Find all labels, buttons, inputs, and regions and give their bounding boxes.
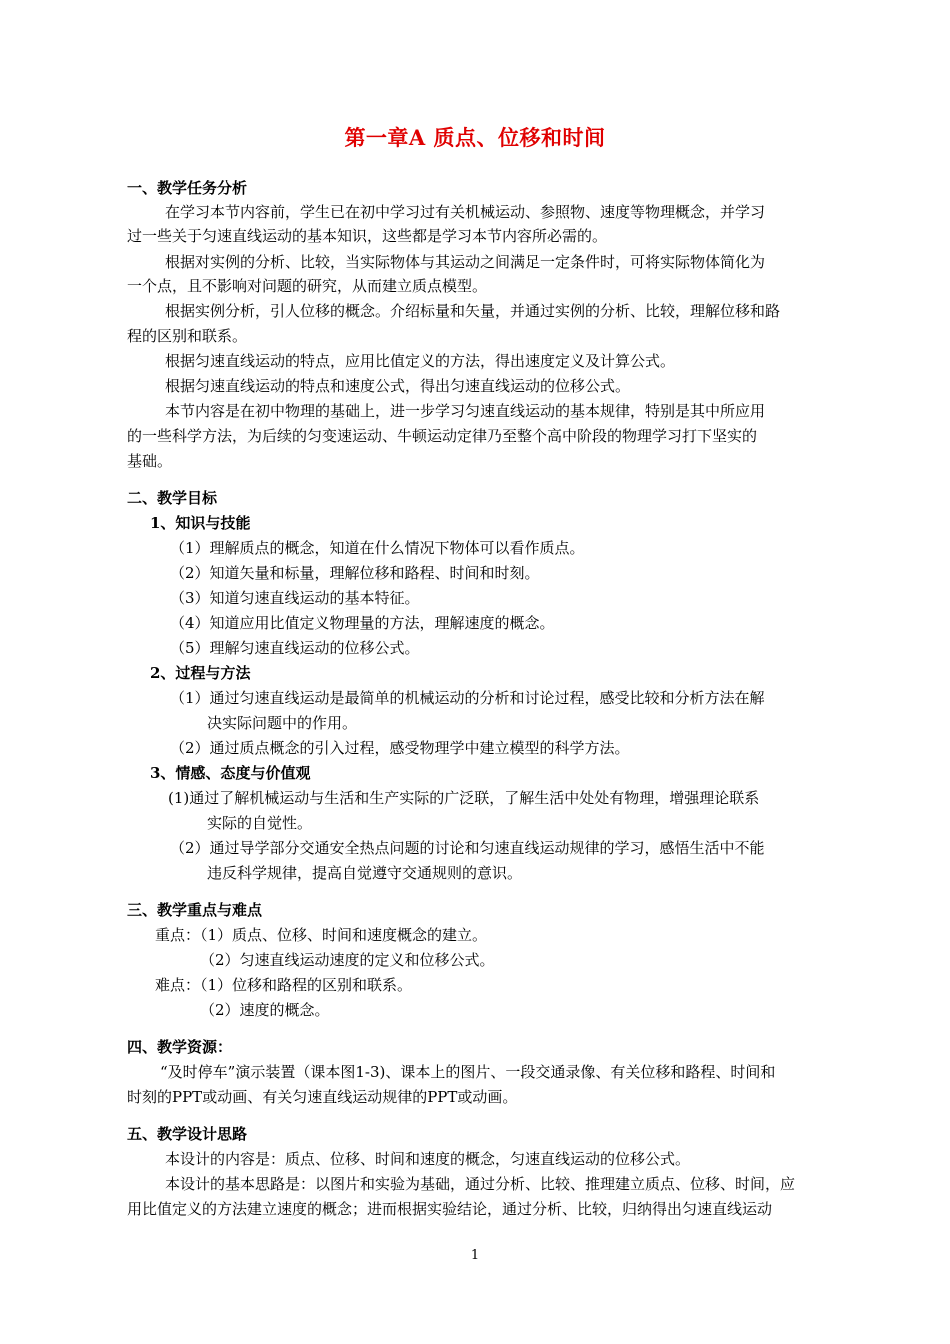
paragraph-line: “及时停车”演示装置（课本图1-3)、课本上的图片、一段交通录像、有关位移和路程、时间和 [160, 1063, 776, 1081]
section-heading-1: 一、教学任务分析 [127, 179, 248, 197]
list-item: （1）理解质点的概念，知道在什么情况下物体可以看作质点。 [170, 539, 585, 557]
paragraph-line: 一个点，且不影响对问题的研究，从而建立质点模型。 [127, 277, 488, 295]
subsection-heading: 3、情感、态度与价值观 [150, 764, 311, 782]
paragraph-line: 用比值定义的方法建立速度的概念；进而根据实验结论，通过分析、比较，归纳得出匀速直线运动 [127, 1200, 773, 1218]
paragraph-line: 根据匀速直线运动的特点和速度公式，得出匀速直线运动的位移公式。 [165, 377, 631, 395]
paragraph-line: 根据匀速直线运动的特点，应用比值定义的方法，得出速度定义及计算公式。 [165, 352, 676, 370]
page-number: 1 [470, 1248, 480, 1263]
list-item: （2）知道矢量和标量，理解位移和路程、时间和时刻。 [170, 564, 540, 582]
paragraph-line: 的一些科学方法，为后续的匀变速运动、牛顿运动定律乃至整个高中阶段的物理学习打下坚实的 [127, 427, 758, 445]
page-title: 第一章A 质点、位移和时间 [344, 125, 606, 150]
section-heading-5: 五、教学设计思路 [127, 1125, 248, 1143]
list-item: 决实际问题中的作用。 [207, 714, 358, 732]
list-item: （2）速度的概念。 [200, 1001, 330, 1019]
paragraph-line: 在学习本节内容前，学生已在初中学习过有关机械运动、参照物、速度等物理概念，并学习 [165, 203, 766, 221]
paragraph-line: 本设计的内容是：质点、位移、时间和速度的概念，匀速直线运动的位移公式。 [165, 1150, 691, 1168]
list-item: （1）通过匀速直线运动是最简单的机械运动的分析和讨论过程，感受比较和分析方法在解 [170, 689, 765, 707]
section-heading-4: 四、教学资源： [127, 1038, 233, 1056]
list-item: （2）通过质点概念的引入过程，感受物理学中建立模型的科学方法。 [170, 739, 630, 757]
list-item: （4）知道应用比值定义物理量的方法，理解速度的概念。 [170, 614, 555, 632]
paragraph-line: 程的区别和联系。 [127, 327, 248, 345]
paragraph-line: 本设计的基本思路是：以图片和实验为基础，通过分析、比较、推理建立质点、位移、时间，应 [165, 1175, 796, 1193]
paragraph-line: 根据实例分析，引人位移的概念。介绍标量和矢量，并通过实例的分析、比较，理解位移和路 [165, 302, 781, 320]
paragraph-line: 过一些关于匀速直线运动的基本知识，这些都是学习本节内容所必需的。 [127, 227, 608, 245]
list-item: (1)通过了解机械运动与生活和生产实际的广泛联，了解生活中处处有物理，增强理论联系 [168, 789, 760, 807]
list-item: （5）理解匀速直线运动的位移公式。 [170, 639, 420, 657]
list-item: （2）匀速直线运动速度的定义和位移公式。 [200, 951, 495, 969]
list-item: （2）通过导学部分交通安全热点问题的讨论和匀速直线运动规律的学习，感悟生活中不能 [170, 839, 765, 857]
section-heading-2: 二、教学目标 [127, 489, 218, 507]
paragraph-line: 基础。 [127, 452, 173, 470]
paragraph-line: 本节内容是在初中物理的基础上，进一步学习匀速直线运动的基本规律，特别是其中所应用 [165, 402, 766, 420]
list-item: 难点：（1）位移和路程的区别和联系。 [155, 976, 413, 994]
section-heading-3: 三、教学重点与难点 [127, 901, 263, 919]
paragraph-line: 根据对实例的分析、比较，当实际物体与其运动之间满足一定条件时，可将实际物体简化为 [165, 253, 766, 271]
list-item: 违反科学规律，提高自觉遵守交通规则的意识。 [207, 864, 523, 882]
list-item: （3）知道匀速直线运动的基本特征。 [170, 589, 420, 607]
subsection-heading: 2、过程与方法 [150, 664, 251, 682]
paragraph-line: 时刻的PPT或动画、有关匀速直线运动规律的PPT或动画。 [127, 1088, 518, 1106]
list-item: 实际的自觉性。 [207, 814, 313, 832]
list-item: 重点：（1）质点、位移、时间和速度概念的建立。 [155, 926, 488, 944]
subsection-heading: 1、知识与技能 [150, 514, 251, 532]
